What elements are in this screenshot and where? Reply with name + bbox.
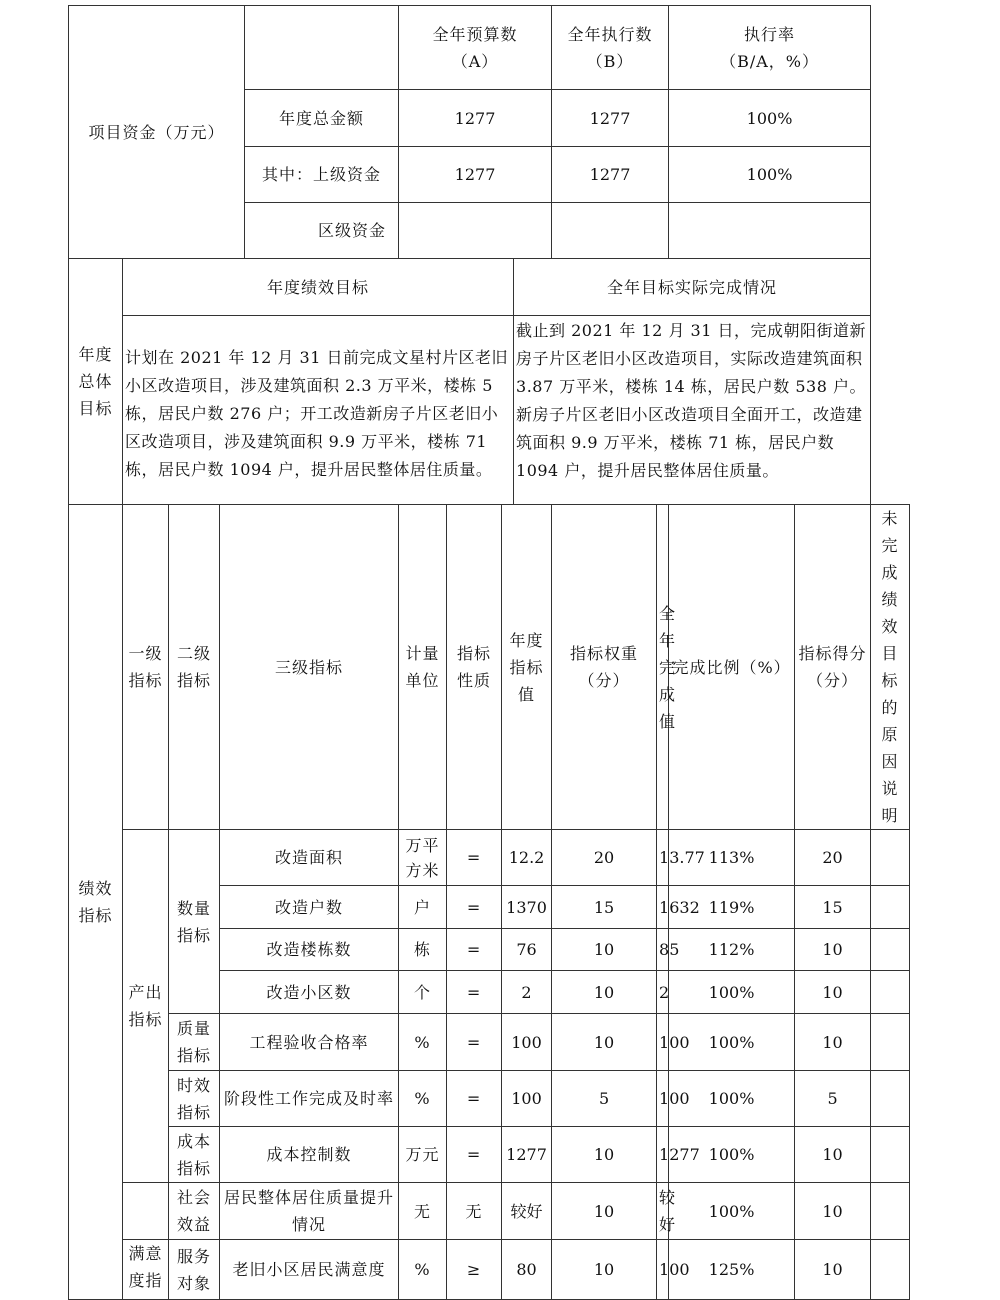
performance-table-page (68, 5, 910, 1293)
indicator-ratio: 100% (669, 1183, 795, 1240)
indicator-actual: 2 (657, 971, 669, 1014)
executed-header: 全年执行数 （B） (552, 6, 669, 90)
indicator-target: 100 (502, 1071, 552, 1127)
funds-budget-value: 1277 (399, 90, 552, 147)
annual-target-header: 年度绩效目标 (123, 259, 514, 316)
indicator-actual: 较好 (657, 1183, 669, 1240)
indicator-ratio: 100% (669, 1071, 795, 1127)
indicator-score: 10 (795, 1127, 871, 1183)
indicator-reason (871, 929, 910, 971)
funds-executed-value: 1277 (552, 147, 669, 203)
annual-goal-label: 年度总体目标 (69, 259, 123, 505)
funds-header-blank (245, 6, 399, 90)
indicator-ratio: 119% (669, 886, 795, 929)
indicator-reason (871, 1071, 910, 1127)
col-header: 计量单位 (399, 505, 447, 830)
indicator-name: 工程验收合格率 (220, 1014, 399, 1071)
level2-quantity: 数量指标 (169, 830, 220, 1014)
indicator-nature: = (447, 971, 502, 1014)
indicator-actual: 13.77 (657, 830, 669, 886)
col-header: 指标得分（分） (795, 505, 871, 830)
indicator-nature: 无 (447, 1183, 502, 1240)
indicator-unit: 栋 (399, 929, 447, 971)
indicator-target: 12.2 (502, 830, 552, 886)
indicator-weight: 10 (552, 929, 657, 971)
indicator-ratio: 100% (669, 1127, 795, 1183)
indicator-weight: 10 (552, 1240, 657, 1300)
funds-row-label: 其中：上级资金 (245, 147, 399, 203)
indicator-reason (871, 886, 910, 929)
indicator-weight: 10 (552, 1183, 657, 1240)
level2-cost: 成本指标 (169, 1127, 220, 1183)
funds-rate-value: 100% (669, 147, 871, 203)
indicator-nature: = (447, 929, 502, 971)
indicator-name: 改造户数 (220, 886, 399, 929)
indicator-target: 较好 (502, 1183, 552, 1240)
indicator-weight: 10 (552, 1014, 657, 1071)
indicator-nature: = (447, 1071, 502, 1127)
indicator-unit: 无 (399, 1183, 447, 1240)
actual-completion-header: 全年目标实际完成情况 (514, 259, 871, 316)
funds-budget-value: 1277 (399, 147, 552, 203)
indicator-nature: = (447, 1014, 502, 1071)
actual-completion-text: 截止到 2021 年 12 月 31 日，完成朝阳街道新房子片区老旧小区改造项目，实际改造建筑面积 3.87 万平米，楼栋 14 栋，居民户数 538 户。新房子片区老旧小区改造项目全面开工，改造建筑面积 9.9 万平米，楼栋 71 栋，居民户数 1094 户，提升居民整体居住质量。 (514, 316, 871, 505)
indicator-unit: % (399, 1014, 447, 1071)
indicator-ratio: 100% (669, 971, 795, 1014)
indicator-reason (871, 830, 910, 886)
col-header: 完成比例（%） (669, 505, 795, 830)
indicator-weight: 10 (552, 1127, 657, 1183)
funds-budget-value (399, 203, 552, 259)
col-header: 未完成绩效目标的原因说明 (871, 505, 910, 830)
indicator-weight: 10 (552, 971, 657, 1014)
project-funds-label: 项目资金（万元） (69, 6, 245, 259)
indicator-unit: 个 (399, 971, 447, 1014)
indicator-name: 改造小区数 (220, 971, 399, 1014)
indicator-ratio: 113% (669, 830, 795, 886)
level1-output: 产出指标 (123, 830, 169, 1183)
col-header: 指标权重（分） (552, 505, 657, 830)
indicator-target: 80 (502, 1240, 552, 1300)
indicator-actual: 100 (657, 1071, 669, 1127)
indicator-name: 居民整体居住质量提升情况 (220, 1183, 399, 1240)
indicator-actual: 100 (657, 1014, 669, 1071)
indicator-weight: 15 (552, 886, 657, 929)
indicator-nature: ≥ (447, 1240, 502, 1300)
funds-row-label: 年度总金额 (245, 90, 399, 147)
indicator-score: 5 (795, 1071, 871, 1127)
indicator-score: 20 (795, 830, 871, 886)
level2-timeliness: 时效指标 (169, 1071, 220, 1127)
indicator-nature: = (447, 830, 502, 886)
performance-evaluation-table (68, 5, 910, 1300)
budget-header: 全年预算数 （A） (399, 6, 552, 90)
indicator-name: 阶段性工作完成及时率 (220, 1071, 399, 1127)
col-header: 年度指标值 (502, 505, 552, 830)
indicator-name: 老旧小区居民满意度 (220, 1240, 399, 1300)
indicator-ratio: 100% (669, 1014, 795, 1071)
indicator-weight: 5 (552, 1071, 657, 1127)
col-header: 全年完成值 (657, 505, 669, 830)
funds-executed-value (552, 203, 669, 259)
indicator-name: 改造楼栋数 (220, 929, 399, 971)
indicators-label: 绩效指标 (69, 505, 123, 1300)
indicator-name: 改造面积 (220, 830, 399, 886)
indicator-reason (871, 1127, 910, 1183)
indicator-unit: % (399, 1071, 447, 1127)
funds-rate-value (669, 203, 871, 259)
indicator-unit: % (399, 1240, 447, 1300)
indicator-score: 10 (795, 1240, 871, 1300)
indicator-score: 10 (795, 1183, 871, 1240)
indicator-actual: 1277 (657, 1127, 669, 1183)
indicator-score: 10 (795, 971, 871, 1014)
indicator-actual: 100 (657, 1240, 669, 1300)
indicator-reason (871, 971, 910, 1014)
funds-rate-value: 100% (669, 90, 871, 147)
indicator-target: 100 (502, 1014, 552, 1071)
indicator-nature: = (447, 1127, 502, 1183)
indicator-target: 2 (502, 971, 552, 1014)
indicator-reason (871, 1183, 910, 1240)
col-header: 三级指标 (220, 505, 399, 830)
indicator-ratio: 112% (669, 929, 795, 971)
col-header: 指标性质 (447, 505, 502, 830)
funds-row-label: 区级资金 (245, 203, 399, 259)
indicator-target: 1370 (502, 886, 552, 929)
indicator-ratio: 125% (669, 1240, 795, 1300)
level1-effect-blank (123, 1183, 169, 1240)
col-header: 一级指标 (123, 505, 169, 830)
indicator-actual: 85 (657, 929, 669, 971)
indicator-weight: 20 (552, 830, 657, 886)
level1-satisfaction: 满意度指 (123, 1240, 169, 1300)
indicator-nature: = (447, 886, 502, 929)
rate-header: 执行率 （B/A，%） (669, 6, 871, 90)
indicator-score: 10 (795, 929, 871, 971)
indicator-actual: 1632 (657, 886, 669, 929)
col-header: 二级指标 (169, 505, 220, 830)
indicator-unit: 万平方米 (399, 830, 447, 886)
indicator-target: 1277 (502, 1127, 552, 1183)
indicator-unit: 户 (399, 886, 447, 929)
level2-service: 服务对象 (169, 1240, 220, 1300)
indicator-unit: 万元 (399, 1127, 447, 1183)
indicator-reason (871, 1240, 910, 1300)
level2-social: 社会效益 (169, 1183, 220, 1240)
annual-target-text: 计划在 2021 年 12 月 31 日前完成文星村片区老旧小区改造项目，涉及建筑面积 2.3 万平米，楼栋 5 栋，居民户数 276 户；开工改造新房子片区老旧小区改造项目，涉及建筑面积 9.9 万平米，楼栋 71 栋，居民户数 1094 户，提升居民整体居住质量。 (123, 316, 514, 505)
indicator-reason (871, 1014, 910, 1071)
level2-quality: 质量指标 (169, 1014, 220, 1071)
indicator-name: 成本控制数 (220, 1127, 399, 1183)
funds-executed-value: 1277 (552, 90, 669, 147)
indicator-target: 76 (502, 929, 552, 971)
indicator-score: 15 (795, 886, 871, 929)
indicator-score: 10 (795, 1014, 871, 1071)
